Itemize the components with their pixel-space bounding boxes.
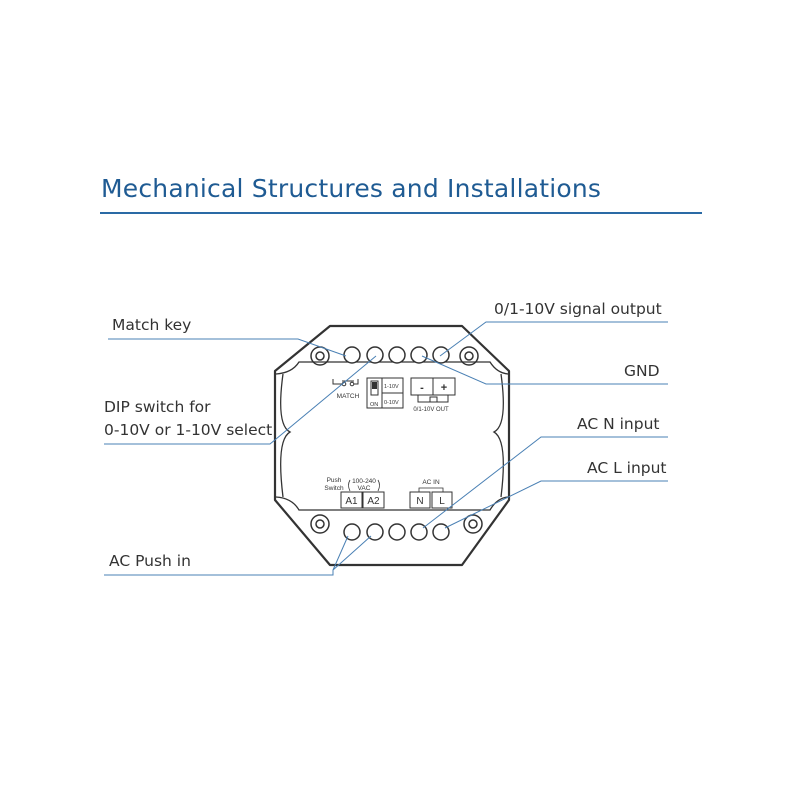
dip-0-10v-label: 0-10V — [384, 400, 399, 406]
gnd-label: GND — [624, 362, 660, 380]
bottom-terminal-a1 — [344, 524, 360, 540]
signal-output-block — [411, 378, 455, 402]
ac-in-label: AC IN — [422, 479, 440, 486]
top-terminal-3 — [389, 347, 405, 363]
a1-label: A1 — [345, 496, 358, 507]
push-label-line2: Switch — [324, 485, 344, 492]
leader-ac-l — [445, 481, 668, 528]
a2-label: A2 — [367, 496, 380, 507]
match-key-label: Match key — [112, 316, 192, 334]
top-terminal-2 — [367, 347, 383, 363]
leader-dip-switch — [104, 356, 379, 444]
dip-on-label: ON — [370, 402, 379, 408]
vac-label-line1: 100-240 — [352, 478, 376, 485]
push-label-line1: Push — [326, 477, 342, 484]
leader-gnd — [422, 356, 668, 384]
leader-ac-n — [423, 437, 668, 528]
ac-push-in-label: AC Push in — [109, 552, 191, 570]
out-plus-label: + — [440, 382, 448, 394]
ac-l-input-label: AC L input — [587, 459, 667, 477]
match-key-symbol — [333, 379, 358, 386]
mounting-holes — [311, 347, 482, 533]
mounting-hole-bl — [311, 515, 329, 533]
bottom-terminal-3 — [389, 524, 405, 540]
page-title: Mechanical Structures and Installations — [101, 174, 602, 203]
top-terminal-4 — [411, 347, 427, 363]
match-key-button — [344, 347, 360, 363]
dip-switch-label-line1: DIP switch for — [104, 398, 211, 416]
signal-output-label: 0/1-10V signal output — [494, 300, 662, 318]
dip-1-10v-label: 1-10V — [384, 384, 399, 390]
leader-lines — [104, 322, 668, 575]
dip-switch-label-line2: 0-10V or 1-10V select — [104, 421, 273, 439]
out-minus-label: - — [420, 382, 424, 394]
out-label: 0/1-10V OUT — [413, 407, 449, 413]
vac-label-line2: VAC — [357, 485, 371, 492]
leader-ac-push-in — [104, 536, 371, 575]
ac-n-input-label: AC N input — [577, 415, 660, 433]
l-label: L — [439, 496, 445, 507]
bottom-terminal-l — [433, 524, 449, 540]
match-label: MATCH — [336, 393, 360, 400]
n-label: N — [416, 496, 424, 507]
bottom-terminals — [344, 524, 449, 540]
